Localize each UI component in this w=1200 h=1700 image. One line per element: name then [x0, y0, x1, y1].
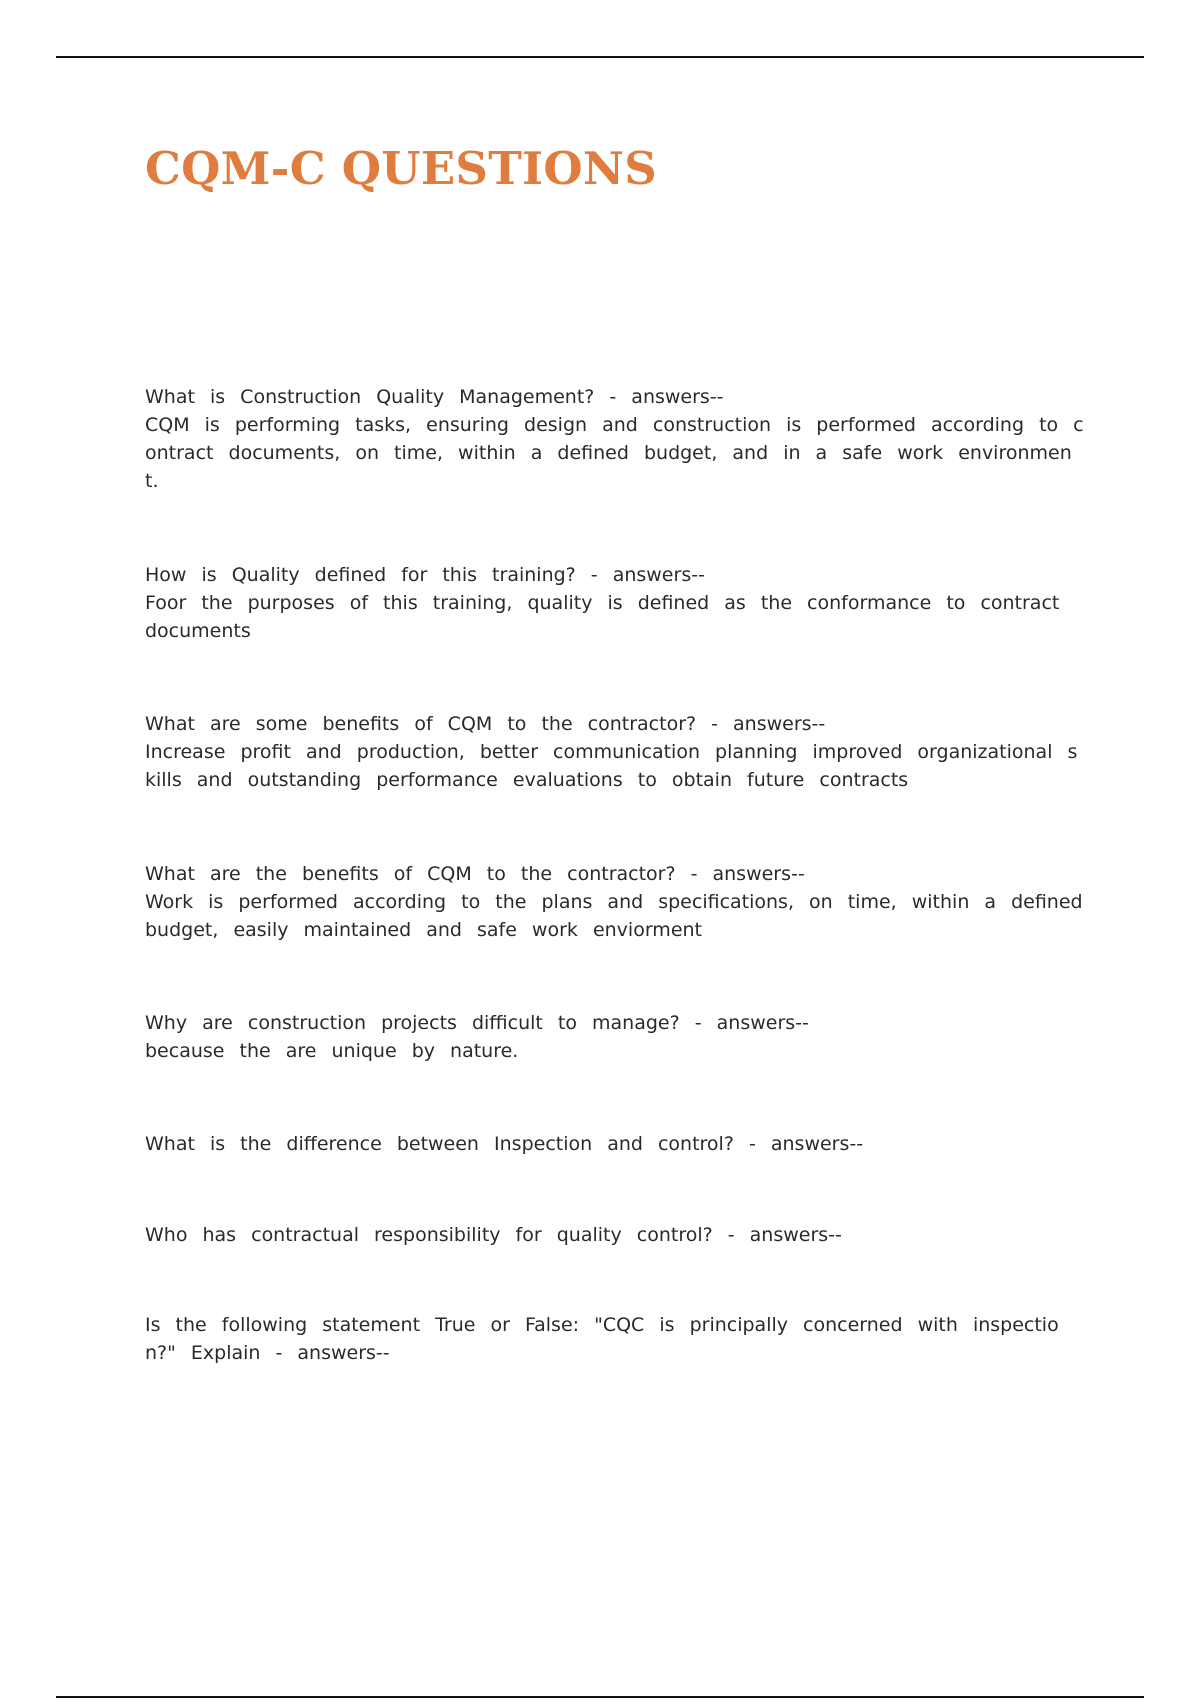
answer-text: Foor the purposes of this training, quality is defined as the conformance to contract documents: [145, 592, 1060, 642]
qa-item-5: [145, 1009, 1085, 1065]
top-rule: [56, 56, 1144, 58]
answer-text: CQM is performing tasks, ensuring design and construction is performed according to contract documents, on time, within a defined budget, and in a safe work environment.: [145, 414, 1084, 492]
answer-text: Increase profit and production, better communication planning improved organizational skills and outstanding performance evaluations to obtain future contracts: [145, 741, 1078, 791]
question-text: What are the benefits of CQM to the contractor? - answers--: [145, 863, 805, 885]
question-text: Who has contractual responsibility for quality control? - answers--: [145, 1224, 842, 1246]
document-title: CQM-C QUESTIONS: [145, 142, 658, 195]
question-text: What are some benefits of CQM to the contractor? - answers--: [145, 713, 826, 735]
qa-item-1: [145, 383, 1085, 495]
question-text: Is the following statement True or False: "CQC is principally concerned with inspection?" Explain - answers--: [145, 1314, 1059, 1364]
qa-item-7: [145, 1221, 1085, 1249]
qa-item-6: [145, 1130, 1085, 1158]
question-text: How is Quality defined for this training? - answers--: [145, 564, 705, 586]
answer-text: Work is performed according to the plans and specifications, on time, within a defined budget, easily maintained and safe work enviorment: [145, 891, 1083, 941]
bottom-rule: [56, 1696, 1144, 1698]
qa-item-3: [145, 710, 1085, 794]
question-text: Why are construction projects difficult to manage? - answers--: [145, 1012, 809, 1034]
answer-text: because the are unique by nature.: [145, 1040, 519, 1062]
qa-item-4: [145, 860, 1085, 944]
question-text: What is the difference between Inspection and control? - answers--: [145, 1133, 864, 1155]
question-text: What is Construction Quality Management? - answers--: [145, 386, 724, 408]
qa-item-8: [145, 1311, 1085, 1367]
qa-item-2: [145, 561, 1085, 645]
